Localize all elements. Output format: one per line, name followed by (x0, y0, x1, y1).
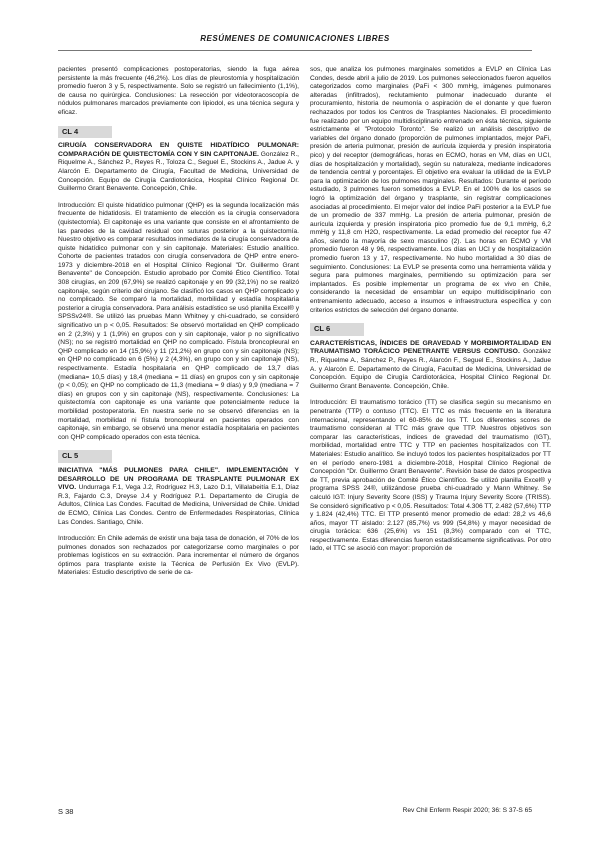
cl6-body: Introducción: El traumatismo torácico (TT) se clasifica según su mecanismo en penetrante (TTP) o contuso (TTC). El TTC es más frecuente en la literatura internacional, representando el 60-85% de los TT. Los diferentes scores de traumatismo consideran al TTC más grave que TTP. Nuestros objetivos son comparar las características, índices de gravedad del traumatismo (IGT), morbilidad, mortalidad entre TTC y TTP en pacientes hospitalizados con TT. Materiales: Estudio analítico. Se incluyó todos los pacientes hospitalizados por TT en el período enero-1981 a diciembre-2018, Hospital Clínico Regional de Concepción "Dr. Guillermo Grant Benavente". Revisión base de datos prospectiva de TT, previa aprobación de Comité Ético Científico. Se utilizó planilla Excel® y programa SPSS 24®, utilizándose prueba chi-cuadrado y Mann Whitney. Se calculó IGT: Injury Severity Score (ISS) y Trauma Injury Severity Score (TRISS). Se consideró significativo p < 0,05. Resultados: Total 4.306 TT, 2.482 (57,6%) TTP y 1.824 (42,4%) TTC. El TTP presentó menor promedio de edad: 28,2 vs 46,6 años, mayor TT aislado: 2.127 (85,7%) vs 999 (54,8%) y mayor necesidad de cirugía torácica: 636 (25,6%) vs 151 (8,3%) comparado con el TTC, respectivamente. Estas diferencias fueron estadísticamente significativas. Por otro lado, el TTC se asoció con mayor: proporción de (310, 399, 551, 553)
intro-paragraph: pacientes presentó complicaciones postoperatorias, siendo la fuga aérea persistente la más frecuente (46,2%). Los días de pleurostomía y hospitalización promedio fueron 3 y 5, respectivamente. Solo se registró un fallecimiento (1,1%), de causa no quirúrgica. Conclusiones: La resección por videotoracoscopía de nódulos pulmonares marcados previamente con lipiodol, es una técnica segura y eficaz. (58, 66, 299, 116)
cl4-title: CIRUGÍA CONSERVADORA EN QUISTE HIDATÍDICO PULMONAR: COMPARACIÓN DE QUISTECTOMÍA CON Y SIN CAPITONAJE. (58, 142, 299, 158)
cl4-authors: González R., Riquelme A., Sánchez P., Reyes R., Toloza C., Seguel E., Stockins A., Jadue A. y Alarcón E. Departamento de Cirugía, Facultad de Medicina, Universidad de Concepción. Equipo de Cirugía Cardiotorácica, Hospital Clínico Regional Dr. Guillermo Grant Benavente. Concepción, Chile. (58, 150, 299, 193)
cl4-body: Introducción: El quiste hidatídico pulmonar (QHP) es la segunda localización más frecuente de hidatidosis. El tratamiento de elección es la cirugía conservadora (quistectomía). El capitonaje es una variante que consiste en el afrontamiento de las paredes de la cavidad residual con suturas posterior a la quistectomía. Nuestro objetivo es comparar resultados inmediatos de la cirugía conservadora de quiste hidatídico pulmonar con y sin capitonaje. Materiales: Estudio analítico. Cohorte de pacientes tratados con cirugía conservadora de QHP entre enero-1973 y diciembre-2018 en el Hospital Clínico Regional "Dr. Guillermo Grant Benavente" de Concepción. Estudio aprobado por Comité Ético Científico. Total 308 cirugías, en 209 (67,9%) se realizó capitonaje y en 99 (32,1%) no se realizó capitonaje, según criterio del cirujano. Se clasificó los casos en QHP complicado y no complicado. Se comparó la mortalidad, morbilidad y estadía hospitalaria posterior a cirugía conservadora. Para análisis estadístico se usó planilla Excel® y SPSSv24®. Se utilizó las pruebas Mann Whitney y chi-cuadrado, se consideró significativo un p < 0,05. Resultados: Se observó mortalidad en QHP complicado en 2 (2,3%) y 1 (1,9%) en grupos con y sin capitonaje, valor p no significativo (NS); no se registró mortalidad en QHP no complicado. Fístula broncopleural en QHP complicado en 14 (15,9%) y 11 (21,2%) en grupo con y sin capitonaje (NS); en QHP no complicado en 6 (5%) y 2 (4,3%), en grupo con y sin capitonaje (NS), respectivamente. Estadía hospitalaria en QHP complicado de 13,7 días (mediana= 10,5 días) y 18,4 (mediana = 11 días) en grupos con y sin capitonaje (p < 0,05); en QHP no complicado de 11,3 (mediana = 9 días) y 9,9 (mediana = 7 días) en grupos con y sin capitonaje (NS), respectivamente. Conclusiones: La quistectomía con capitonaje es una variante que potencialmente reduce la morbilidad postoperatoria. En nuestra serie no se observó diferencias en la mortalidad, morbilidad ni fístula broncopleural en pacientes operados con capitonaje, sin embargo, se observó una menor estadía hospitalaria en pacientes con QHP complicado operados con esta técnica. (58, 201, 299, 441)
running-header: RESÚMENES DE COMUNICACIONES LIBRES (200, 34, 390, 43)
cl4-label: CL 4 (58, 126, 112, 139)
journal-citation: Rev Chil Enferm Respir 2020; 36: S 37-S 65 (402, 807, 532, 814)
cl5-continued: sos, que analiza los pulmones marginales sometidos a EVLP en Clínica Las Condes, desde abril a julio de 2019. Los pulmones seleccionados fueron aquellos categorizados como marginales (PaFi < 300 mmHg, imágenes pulmonares alteradas (infiltrados), reclutamiento pulmonar inadecuado durante el procuramiento, historia de neumonía o aspiración de el donante y que fueron rechazados por todos los Centros de Trasplantes Nacionales. El procedimiento fue realizado por un equipo multidisciplinario entrenado en ésta técnica, siguiente estrictamente el "Protocolo Toronto". Se realizó un análisis descriptivo de variables del órgano donado (proporción de pulmones implantados, mejor PaFi, presión de arteria pulmonar, presión de aurícula izquierda y presión inspiratoria pico) y del receptor (demográficas, horas en ECMO, horas en VM, días en UCI, días de hospitalización y mortalidad), según su naturaleza, mediante indicadores de tendencia central y porcentajes. El objetivo era evaluar la utilidad de la EVLP para la optimización de los pulmones marginales. Resultados: Durante el período estudiado, 3 pulmones fueron sometidos a EVLP. En el 100% de los casos se logró la optimización del órgano y trasplante, sin registrar complicaciones asociadas al procedimiento. El mejor valor del índice PaFi posterior a la EVLP fue de un promedio de 337 mmHg. La presión de arteria pulmonar, presión de aurícula izquierda y presión inspiratoria pico promedio fue de 9,1 mmHg, 6,2 mmHg y 11,8 cm H2O, respectivamente. La edad promedio del receptor fue 47 años, siendo la mayoría de sexo masculino (2). Las horas en ECMO y VM promedio fueron 48 y 96, respectivamente. Los días en UCI y de hospitalización promedio fueron 13 y 17, respectivamente. No hubo mortalidad a 30 días de seguimiento. Conclusiones: La EVLP se presenta como una herramienta válida y segura para pulmones marginales, permitiendo su optimización para ser implantados. Es posible implementar un programa de ex vivo en Chile, considerando la necesidad de ensamblar un equipo multidisciplinario con entrenamiento adecuado, acceso a insumos e infraestructura específica y con criterios estrictos de selección del órgano donante. (310, 66, 551, 314)
cl5-heading (58, 467, 299, 527)
right-column (310, 66, 551, 562)
cl4-heading (58, 142, 299, 194)
left-column (58, 66, 299, 586)
cl6-label: CL 6 (310, 323, 364, 336)
cl6-authors: González R., Riquelme A., Sánchez P., Reyes R., Alarcón F., Seguel E., Stockins A., Jadue A. y Alarcón E. Departamento de Cirugía, Facultad de Medicina, Universidad de Concepción. Equipo de Cirugía Cardiotorácica, Hospital Clínico Regional Dr. Guillermo Grant Benavente. Concepción, Chile. (310, 348, 551, 390)
cl6-heading (310, 340, 551, 392)
page-number: S 38 (58, 807, 74, 816)
cl5-body: Introducción: En Chile además de existir una baja tasa de donación, el 70% de los pulmones donados son rechazados por categorizarse como marginales o por problemas logísticos en su extracción. Para incrementar el número de órganos óptimos para trasplante existe la Técnica de Perfusión Ex Vivo (EVLP). Materiales: Estudio descriptivo de serie de ca- (58, 535, 299, 577)
header-rule (58, 50, 532, 51)
cl5-title: INICIATIVA "MÁS PULMONES PARA CHILE". IMPLEMENTACIÓN Y DESARROLLO DE UN PROGRAMA DE TRASPLANTE PULMONAR EX VIVO. (58, 466, 299, 492)
cl5-authors: Undurraga F.1, Vega J.2, Rodríguez H.3, Lazo D.1, Villalabeitía E.1, Díaz R.3, Fajardo C.3, Dreyse J.4 y Rodríguez P.1. Departamento de Cirugía de Adultos, Clínica Las Condes. Facultad de Medicina, Universidad de Chile. Unidad de ECMO, Clínica Las Condes. Centro de Enfermedades Respiratorias, Clínica Las Condes. Santiago, Chile. (58, 484, 299, 526)
cl5-label: CL 5 (58, 450, 112, 463)
cl6-title: CARACTERÍSTICAS, ÍNDICES DE GRAVEDAD Y MORBIMORTALIDAD EN TRAUMATISMO TORÁCICO PENETRANTE VERSUS CONTUSO. (310, 339, 551, 356)
